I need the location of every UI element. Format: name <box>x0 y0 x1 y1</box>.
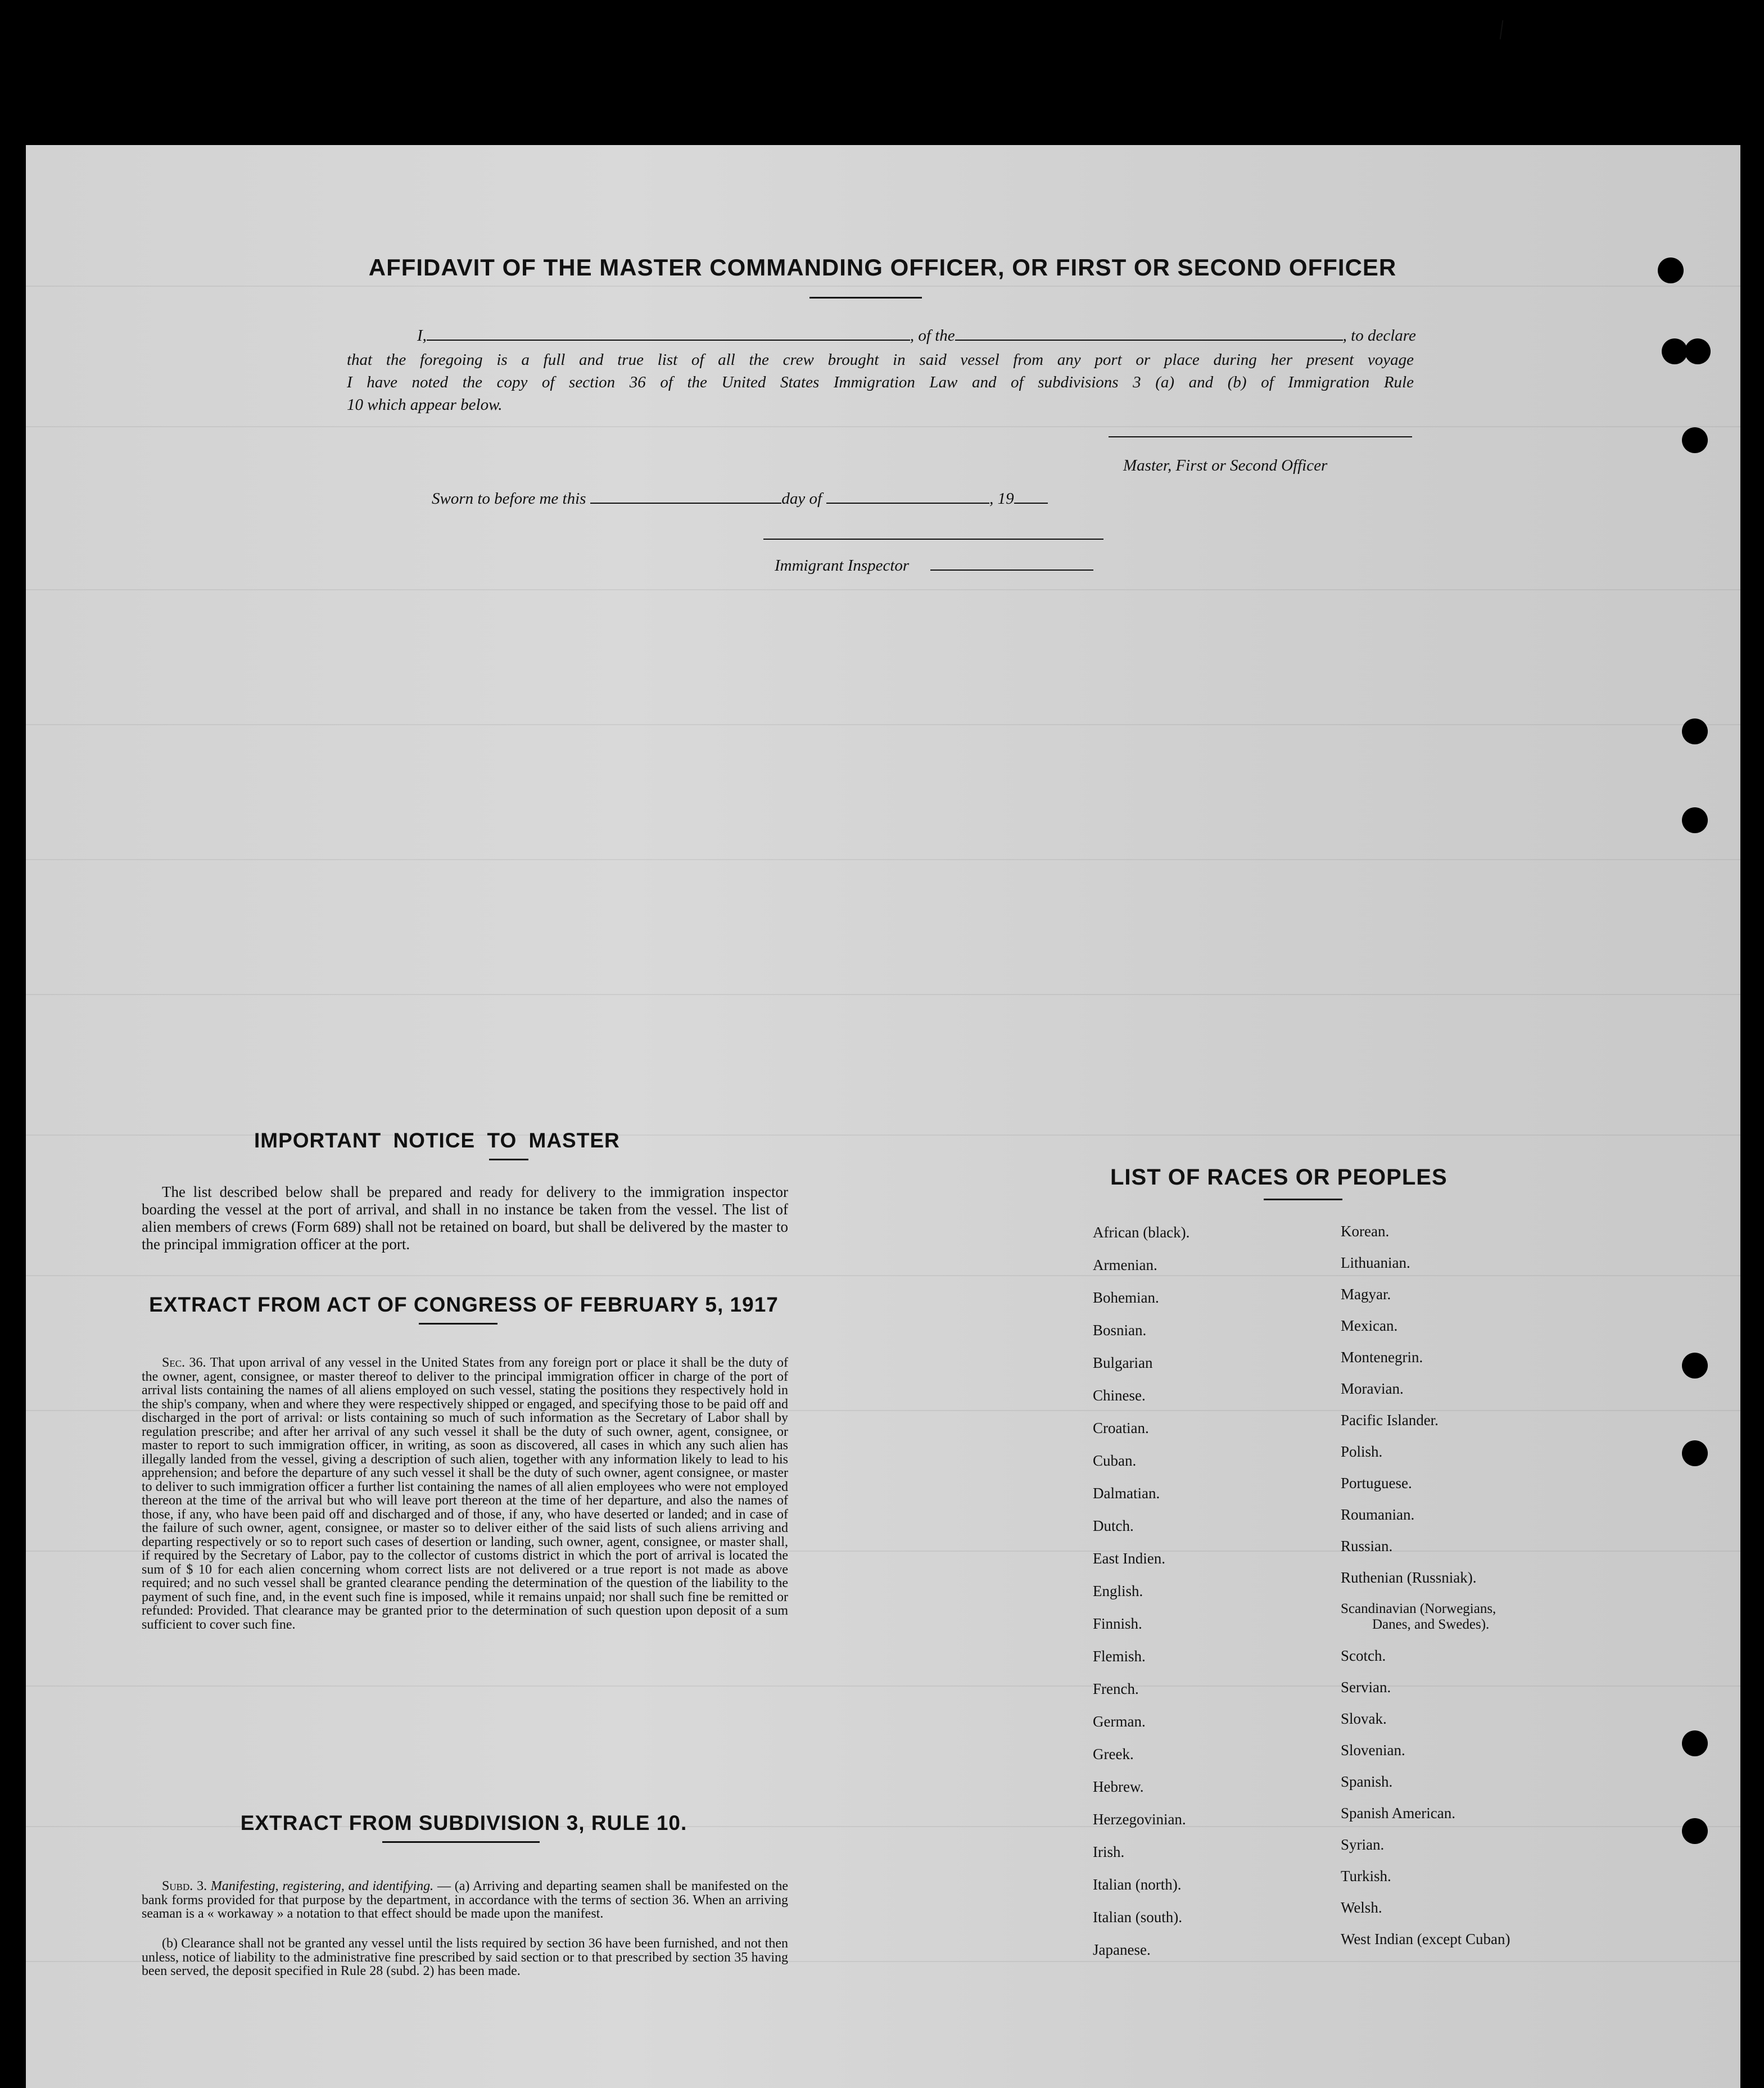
race-item: Welsh. <box>1341 1899 1382 1916</box>
punch-hole <box>1682 718 1708 744</box>
vessel-blank <box>955 325 1343 341</box>
rule-extract-title: EXTRACT FROM SUBDIVISION 3, RULE 10. <box>240 1811 687 1834</box>
sworn-year: , 19 <box>989 490 1014 508</box>
rule-subd-3 <box>142 1879 788 1921</box>
rule-subd-label: Subd. 3. <box>162 1879 207 1893</box>
rule-subd-b: (b) Clearance shall not be granted any vessel until the lists required by section 36 have been furnished, and not then unless, notice of liability to the administrative fine prescribed by said section or to that prescribed by section 35 having been served, the deposit specified in Rule 28 (subd. 2) has been made. <box>142 1936 788 1978</box>
sworn-date-blank <box>590 488 781 504</box>
sworn-year-blank <box>1014 488 1048 504</box>
punch-hole <box>1685 338 1711 364</box>
race-item: Moravian. <box>1341 1380 1404 1397</box>
rule-title-underline <box>382 1841 540 1843</box>
declaration-to-declare: , to declare <box>1342 327 1416 345</box>
notice-title-underline <box>489 1159 528 1160</box>
race-item: Finnish. <box>1093 1615 1142 1632</box>
race-item: Bohemian. <box>1093 1289 1159 1306</box>
race-item: Irish. <box>1093 1843 1125 1860</box>
signature-label: Master, First or Second Officer <box>1123 457 1328 474</box>
sworn-month-blank <box>826 488 989 504</box>
race-item: East Indien. <box>1093 1550 1165 1567</box>
manifest-page <box>26 145 1740 2088</box>
declaration-line <box>417 325 1416 345</box>
declaration-i: I, <box>417 327 427 345</box>
races-title: LIST OF RACES OR PEOPLES <box>1110 1165 1448 1190</box>
race-item: Italian (south). <box>1093 1909 1182 1926</box>
race-item: Greek. <box>1093 1746 1134 1762</box>
act-extract-title: EXTRACT FROM ACT OF CONGRESS OF FEBRUARY 5, 1917 <box>149 1293 779 1316</box>
sworn-line <box>432 488 1048 508</box>
punch-hole <box>1682 1818 1708 1844</box>
punch-hole <box>1682 427 1708 453</box>
act-section-text: That upon arrival of any vessel in the United States from any foreign port or place it shall be the duty of the owner, agent, consignee, or master thereof to deliver to the principal immigration officer in charge of the port of arrival lists containing the names of all aliens employed on such vessel, stating the positions they respectively hold in the ship's company, when and where they were respectively shipped or engaged, and specifying those to be paid off and discharged in the port of arrival: or lists containing so much of such information as the Secretary of Labor shall by regulation prescribe; and after her arrival of any such vessel it shall be the duty of such owner, agent, consignee, or master to report to such immigration officer, in writing, as soon as discovered, all cases in which any such alien has illegally landed from the vessel, giving a description of such alien, together with any information likely to lead to his apprehension; and before the departure of any such vessel it shall be the duty of such owner, agent consignee, or master to deliver to such immigration officer a further list containing the names of all alien employees who were not employed thereon at the time of the arrival but who will leave port thereon at the time of her departure, and also the names of those, if any, who have been paid off and discharged and of those, if any, who have deserted or landed; and in case of the failure of such owner, agent, consignee, or master so to deliver either of the said lists of such aliens arriving and departing respectively or so to report such cases of desertion or landing, such owner, agent, consignee, or master shall, if required by the Secretary of Labor, pay to the collector of customs district in which the port of arrival is located the sum of $ 10 for each alien concerning whom correct lists are not delivered or a true report is not made as above required; and no such vessel shall be granted clearance pending the determination of the question of the liability to the payment of such fine, and, in the event such fine is imposed, while it remains unpaid; nor shall such fine be remitted or refunded: Provided. That clearance may be granted prior to the determination of such question upon deposit of a sum sufficient to cover such fine. <box>142 1355 788 1632</box>
race-item: Montenegrin. <box>1341 1349 1423 1366</box>
race-item: Dalmatian. <box>1093 1485 1160 1502</box>
inspector-signature-line <box>930 570 1093 571</box>
race-item: Bosnian. <box>1093 1322 1147 1339</box>
races-title-underline <box>1264 1199 1342 1200</box>
race-item: Korean. <box>1341 1223 1390 1240</box>
rule-subd-a: — (a) Arriving and departing seamen shall be manifested on the bank forms provided for that purpose by the department, in accordance with the terms of section 36. When an arriving seaman is a « workaway » a notation to that effect should be made upon the manifest. <box>142 1879 789 1921</box>
declaration-of: , of the <box>910 327 955 345</box>
declaration-text-2: I have noted the copy of section 36 of the United States Immigration Law and of subdivisions 3 (a) and (b) of Immigration Rule <box>347 373 1414 391</box>
race-item: African (black). <box>1093 1224 1190 1241</box>
race-item: West Indian (except Cuban) <box>1341 1931 1510 1947</box>
inspector-line <box>763 539 1103 540</box>
punch-hole <box>1682 1440 1708 1466</box>
rule-subd-heading: Manifesting, registering, and identifying. <box>210 1879 434 1893</box>
race-item: Spanish. <box>1341 1773 1393 1790</box>
race-item: Syrian. <box>1341 1836 1385 1853</box>
race-item: Turkish. <box>1341 1868 1391 1884</box>
sworn-prefix: Sworn to before me this <box>432 490 586 508</box>
race-item: Danes, and Swedes). <box>1372 1617 1490 1632</box>
race-item: Dutch. <box>1093 1517 1134 1534</box>
race-item: Italian (north). <box>1093 1876 1182 1893</box>
race-item: English. <box>1093 1583 1143 1599</box>
race-item: Roumanian. <box>1341 1506 1415 1523</box>
punch-hole <box>1662 338 1688 364</box>
race-item: Hebrew. <box>1093 1778 1144 1795</box>
race-item: German. <box>1093 1713 1146 1730</box>
notice-body: The list described below shall be prepared and ready for delivery to the immigration inspector boarding the vessel at the port of arrival, and shall in no instance be taken from the vessel. The list of alien members of crews (Form 689) shall not be retained on board, but shall be delivered by the master to the principal immigration officer at the port. <box>142 1183 788 1253</box>
race-item: Flemish. <box>1093 1648 1146 1665</box>
race-item: Magyar. <box>1341 1286 1391 1303</box>
race-item: Spanish American. <box>1341 1805 1455 1822</box>
race-item: Lithuanian. <box>1341 1254 1410 1271</box>
act-title-underline <box>419 1323 497 1325</box>
race-item: Portuguese. <box>1341 1475 1412 1492</box>
race-item: Cuban. <box>1093 1452 1137 1469</box>
race-item: Bulgarian <box>1093 1354 1153 1371</box>
edge-mark <box>1500 20 1504 39</box>
race-item: Mexican. <box>1341 1317 1398 1334</box>
race-item: Japanese. <box>1093 1941 1151 1958</box>
punch-hole <box>1658 257 1684 283</box>
punch-hole <box>1682 1730 1708 1756</box>
race-item: Croatian. <box>1093 1420 1149 1436</box>
race-item: Slovak. <box>1341 1710 1387 1727</box>
inspector-label: Immigrant Inspector <box>775 557 910 575</box>
declaration-text-1: that the foregoing is a full and true list of all the crew brought in said vessel from any port or place during her present voyage <box>347 351 1414 369</box>
act-section-36 <box>142 1356 788 1631</box>
name-blank <box>427 325 910 341</box>
race-item: Herzegovinian. <box>1093 1811 1186 1828</box>
race-item: Russian. <box>1341 1538 1393 1554</box>
punch-hole <box>1682 807 1708 833</box>
race-item: French. <box>1093 1680 1139 1697</box>
sworn-day-of: day of <box>781 490 822 508</box>
race-item: Armenian. <box>1093 1257 1157 1273</box>
race-item: Scotch. <box>1341 1647 1386 1664</box>
punch-hole <box>1682 1353 1708 1379</box>
race-item: Servian. <box>1341 1679 1391 1696</box>
act-section-label: Sec. 36. <box>162 1355 206 1370</box>
declaration-text-3: 10 which appear below. <box>347 396 503 414</box>
race-item: Scandinavian (Norwegians, <box>1341 1601 1496 1616</box>
signature-line <box>1109 436 1412 437</box>
affidavit-title: AFFIDAVIT OF THE MASTER COMMANDING OFFICER, OR FIRST OR SECOND OFFICER <box>368 254 1397 281</box>
notice-title: IMPORTANT NOTICE TO MASTER <box>254 1129 620 1152</box>
race-item: Ruthenian (Russniak). <box>1341 1569 1477 1586</box>
race-item: Chinese. <box>1093 1387 1146 1404</box>
race-item: Slovenian. <box>1341 1742 1405 1759</box>
race-item: Pacific Islander. <box>1341 1412 1439 1429</box>
title-underline <box>809 297 922 299</box>
race-item: Polish. <box>1341 1443 1383 1460</box>
